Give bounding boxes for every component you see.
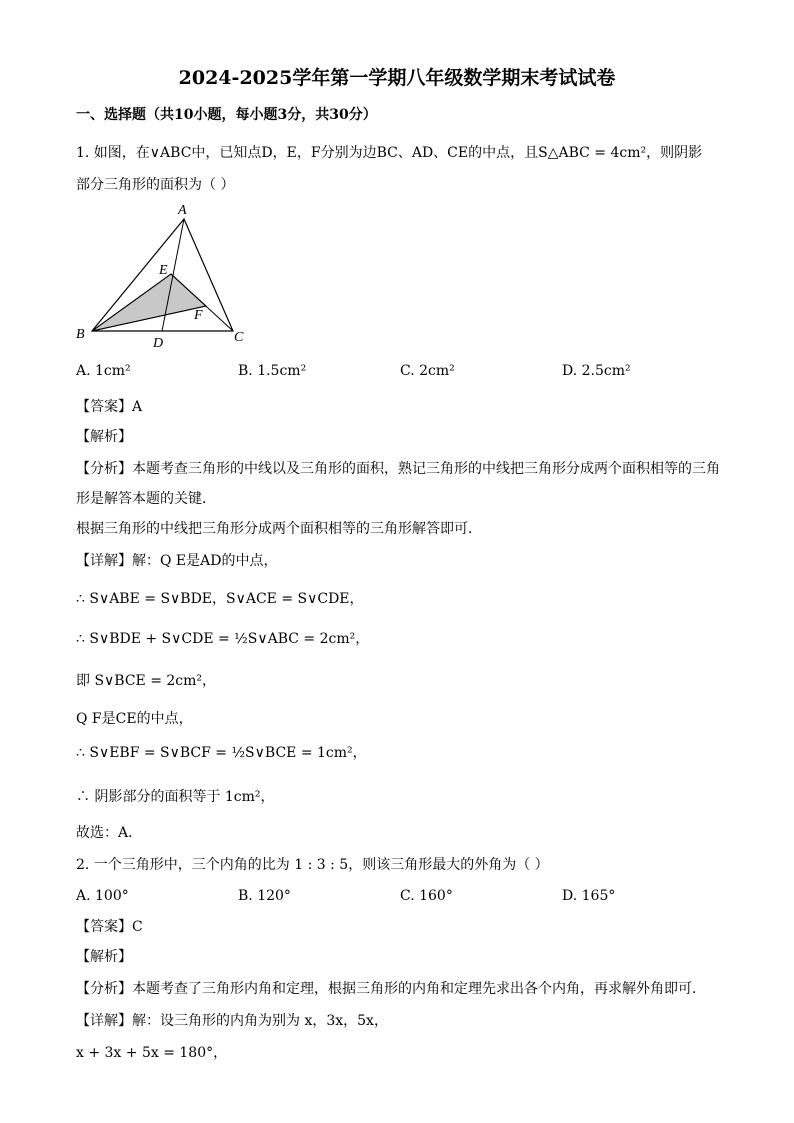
label-d: D [153,336,164,351]
q1-fenxi-line2: 形是解答本题的关键． [76,491,216,507]
label-a: A [178,203,187,218]
q2-analysis-heading: 【解析】 [76,949,132,965]
q1-detail-line3: ∴ S∨BDE + S∨CDE = ½S∨ABC = 2cm²， [76,631,370,647]
q1-stem-line1: 1. 如图，在∨ABC中，已知点D，E，F分别为边BC、AD、CE的中点，且S△ABC = 4cm²，则阴影 [76,145,703,161]
q2-option-a: A. 100° [76,888,129,904]
q1-detail-line8: 故选：A． [76,825,143,841]
q2-stem: 2. 一个三角形中，三个内角的比为 1 : 3 : 5，则该三角形最大的外角为（ ） [76,857,549,873]
q2-detail-line2: x + 3x + 5x = 180°， [76,1045,228,1061]
q1-answer: 【答案】A [76,399,143,415]
q1-fenxi-line3: 根据三角形的中线把三角形分成两个面积相等的三角形解答即可． [76,521,482,537]
q2-fenxi-line1: 【分析】本题考查了三角形内角和定理，根据三角形的内角和定理先求出各个内角，再求解外角即可． [76,981,706,997]
page-title: 2024-2025学年第一学期八年级数学期末考试试卷 [178,67,616,89]
q2-option-b: B. 120° [238,888,291,904]
q1-stem-line2: 部分三角形的面积为（ ） [76,177,235,193]
q1-option-b: B. 1.5cm² [238,363,307,379]
label-c: C [234,330,244,345]
q2-detail-line1: 【详解】解：设三角形的内角为别为 x，3x，5x， [76,1013,388,1029]
q1-option-d: D. 2.5cm² [562,363,631,379]
q1-fenxi-line1: 【分析】本题考查三角形的中线以及三角形的面积，熟记三角形的中线把三角形分成两个面积相等的三角 [76,461,720,477]
label-b: B [76,327,85,342]
q1-detail-line5: Q F是CE的中点， [76,711,193,727]
q2-option-c: C. 160° [400,888,453,904]
label-f: F [194,308,203,323]
q1-detail-line4: 即 S∨BCE = 2cm²， [76,673,217,689]
q1-detail-line7: ∴ 阴影部分的面积等于 1cm²， [76,789,275,805]
q2-option-d: D. 165° [562,888,616,904]
label-e: E [159,263,168,278]
q1-analysis-heading: 【解析】 [76,429,132,445]
q1-detail-line2: ∴ S∨ABE = S∨BDE，S∨ACE = S∨CDE， [76,591,364,607]
q1-detail-line1: 【详解】解：Q E是AD的中点， [76,553,278,569]
q1-detail-line6: ∴ S∨EBF = S∨BCF = ½S∨BCE = 1cm²， [76,745,367,761]
q1-triangle-figure [70,200,260,355]
section-heading: 一、选择题（共10小题，每小题3分，共30分） [76,107,377,123]
q1-option-c: C. 2cm² [400,363,455,379]
shaded-triangle [92,274,206,331]
q1-option-a: A. 1cm² [76,363,131,379]
q2-answer: 【答案】C [76,919,143,935]
